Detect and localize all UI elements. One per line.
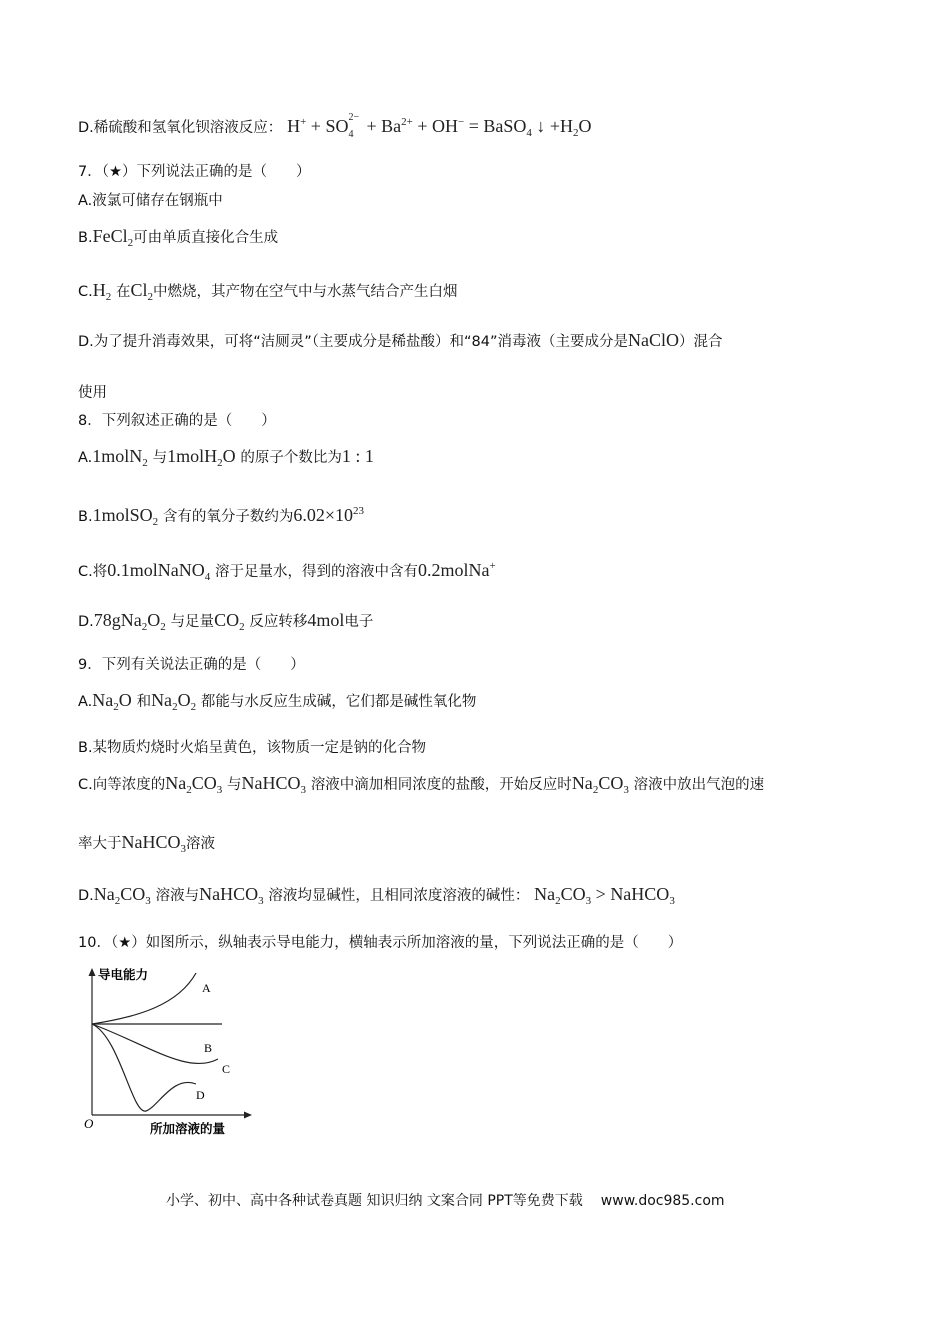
q7-option-b: B.FeCl$_2$可由单质直接化合生成	[78, 226, 279, 249]
q9-option-c: C.向等浓度的$Na_2CO_3$ 与NaHCO$_3$ 溶液中滴加相同浓度的盐酸，开始反应时$Na_2CO_3$ 溶液中放出气泡的速	[78, 773, 765, 796]
page-footer	[166, 1190, 725, 1210]
y-axis-arrow	[89, 968, 96, 976]
q9-option-d: $D.Na_2CO_3$ 溶液与NaHCO$_3$ 溶液均显碱性，且相同浓度溶液的碱性： $Na_2CO_3$ > NaHCO$_3$	[78, 884, 675, 907]
q9-option-c-cont: 率大于NaHCO$_3$溶液	[78, 832, 215, 855]
curve-label-c: C	[222, 1062, 231, 1076]
q8-option-b: B.1molSO$_2$ 含有的氧分子数约为$6.02\times 10^{23}$	[78, 505, 365, 528]
q7-option-a: A.液氯可储存在钢瓶中	[78, 193, 223, 209]
q8-option-d: $D.78gNa_2O_2$ 与足量$CO_2$ 反应转移4mol电子	[78, 610, 374, 633]
curve-label-d: D	[196, 1088, 205, 1102]
footer-url[interactable]: www.doc985.com	[600, 1193, 725, 1209]
x-axis-label: 所加溶液的量	[150, 1121, 226, 1136]
curve-label-b: B	[204, 1041, 213, 1055]
q10-stem: 10．（★）如图所示，纵轴表示导电能力，横轴表示所加溶液的量，下列说法正确的是（ ）	[78, 935, 683, 951]
q8-option-a: A.1molN$_2$ 与1molH$_2$O 的原子个数比为1 : 1	[78, 446, 374, 469]
q6-optd-formula: H+ + SO 2− 4 + $Ba^{2+} + OH^-$ = BaSO$_4$ ↓ $+H_2O$	[287, 112, 592, 140]
q7-option-c: $C.H_2$ 在$Cl_2$中燃烧，其产物在空气中与水蒸气结合产生白烟	[78, 280, 458, 303]
q7-option-d-cont: 使用	[78, 385, 107, 401]
footer-text: 小学、初中、高中各种试卷真题 知识归纳 文案合同 PPT等免费下载	[166, 1193, 583, 1209]
curve-d	[92, 1024, 196, 1111]
q9-option-a: $A.Na_2O$ 和$Na_2O_2$ 都能与水反应生成碱，它们都是碱性氧化物	[78, 690, 477, 713]
q8-stem: 8．下列叙述正确的是（ ）	[78, 413, 276, 429]
q6-option-d: D.稀硫酸和氢氧化钡溶液反应： H+ + SO 2− 4 + $Ba^{2+} + OH^-$ = BaSO$_4$ ↓ $+H_2O$	[78, 112, 592, 140]
q7-option-d: D.为了提升消毒效果，可将“洁厕灵”（主要成分是稀盐酸）和“84”消毒液（主要成分是NaClO）混合	[78, 330, 723, 350]
x-axis-arrow	[244, 1112, 252, 1119]
curve-label-a: A	[202, 981, 211, 995]
q7-stem: 7．（★）下列说法正确的是（ ）	[78, 164, 311, 180]
q9-option-b: B.某物质灼烧时火焰呈黄色，该物质一定是钠的化合物	[78, 740, 427, 756]
y-axis-label: 导电能力	[98, 967, 149, 982]
conductivity-graph	[78, 965, 278, 1140]
q8-option-c: C.将0.1molNaNO$_4$ 溶于足量水，得到的溶液中含有0.2molNa+	[78, 560, 496, 583]
q9-stem: 9．下列有关说法正确的是（ ）	[78, 657, 305, 673]
origin-label: O	[84, 1116, 94, 1131]
